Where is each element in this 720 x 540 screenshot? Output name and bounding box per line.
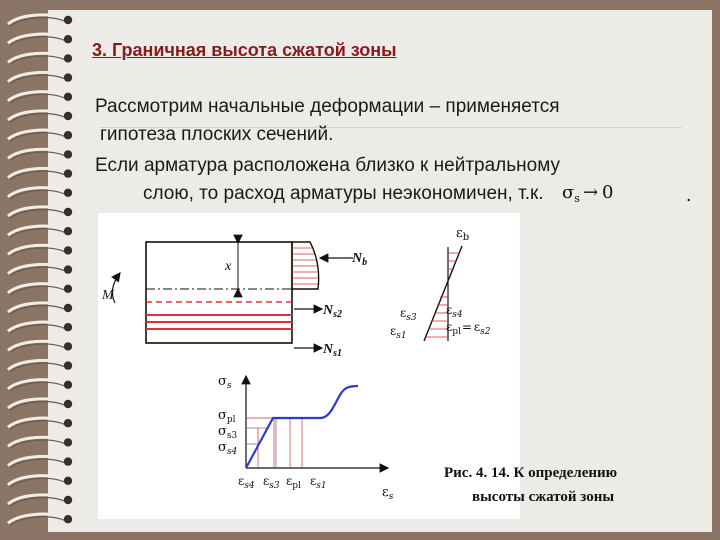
strain-eb-label: $\varepsilon_b$ [456,226,470,243]
binding-ring [8,111,72,122]
paragraph-line-4: слою, то расход арматуры неэкономичен, т.к. [143,183,544,204]
formula-value: 0 [602,182,614,203]
strain-diagram [390,226,491,341]
force-ns1-label: $N_{s1}$ [323,342,343,359]
binding-ring [8,264,72,275]
moment-label: M [102,288,114,303]
strain-epl-es2-label: $\varepsilon_{pl}= \varepsilon_{s2}$ [446,320,491,337]
force-ns2-label: $N_{s2}$ [323,303,343,320]
binding-ring [8,303,72,314]
binding-ring [8,149,72,160]
binding-ring [8,92,72,103]
binding-ring [8,399,72,410]
paragraph-line-2: гипотеза плоских сечений. [100,124,334,145]
binding-ring [8,72,72,83]
slide-title: 3. Граничная высота сжатой зоны [92,40,397,60]
figure-caption-line-1: Рис. 4. 14. К определению [444,465,618,481]
beam-outline [146,242,292,343]
compression-block [292,242,367,359]
binding-ring [8,245,72,256]
figure-caption-line-2: высоты сжатой зоны [472,489,615,505]
stress-strain-diagram [218,374,394,502]
binding-ring [8,360,72,371]
binding-ring [8,437,72,448]
x-label: x [225,259,232,274]
binding-ring [8,341,72,352]
binding-ring [8,322,72,333]
stress-block-outline [292,242,319,289]
binding-ring [8,188,72,199]
binding-ring [8,207,72,218]
binding-ring [8,418,72,429]
strain-es3-label: $\varepsilon_{s3}$ [400,306,417,323]
binding-ring [8,284,72,295]
svg-text:σs→0 [562,182,614,205]
binding-ring [8,130,72,141]
y-label-spl: $\sigma_{pl}$ [218,408,236,425]
binding-ring [8,456,72,467]
binding-ring [8,380,72,391]
x-label-es3: $\varepsilon_{s3}$ [263,474,280,491]
spiral-binding [0,0,80,540]
x-axis-label: $\varepsilon_s$ [382,485,394,502]
y-label-ss4: $\sigma_{s4}$ [218,440,238,457]
y-axis-label: $\sigma_s$ [218,374,232,391]
beam-section [101,237,292,343]
force-nb-label: $N_b$ [352,251,368,268]
binding-ring [8,15,72,26]
binding-ring [8,168,72,179]
binding-ring [8,226,72,237]
binding-ring [8,476,72,487]
x-label-epl: $\varepsilon_{pl}$ [286,474,301,491]
formula-arrow: → [582,182,599,203]
paragraph-line-3: Если арматура расположена близко к нейтральному [95,155,560,176]
binding-ring [8,495,72,506]
binding-ring [8,514,72,525]
formula-sub: s [574,192,580,205]
binding-ring [8,53,72,64]
trailing-period: . [686,185,692,206]
strain-es1-label: $\varepsilon_{s1}$ [390,324,407,341]
y-label-ss3: $\sigma_{s3}$ [218,424,238,441]
formula-symbol: σ [562,182,575,203]
sigma-tends-to-zero-formula [560,178,630,208]
strain-es4-label: $\varepsilon_{s4}$ [446,303,463,320]
paragraph-line-1: Рассмотрим начальные деформации – применяется [95,96,560,117]
binding-ring [8,34,72,45]
plastic-plateau-hatch [246,418,320,468]
x-label-es1: $\varepsilon_{s1}$ [310,474,327,491]
x-label-es4: $\varepsilon_{s4}$ [238,474,255,491]
